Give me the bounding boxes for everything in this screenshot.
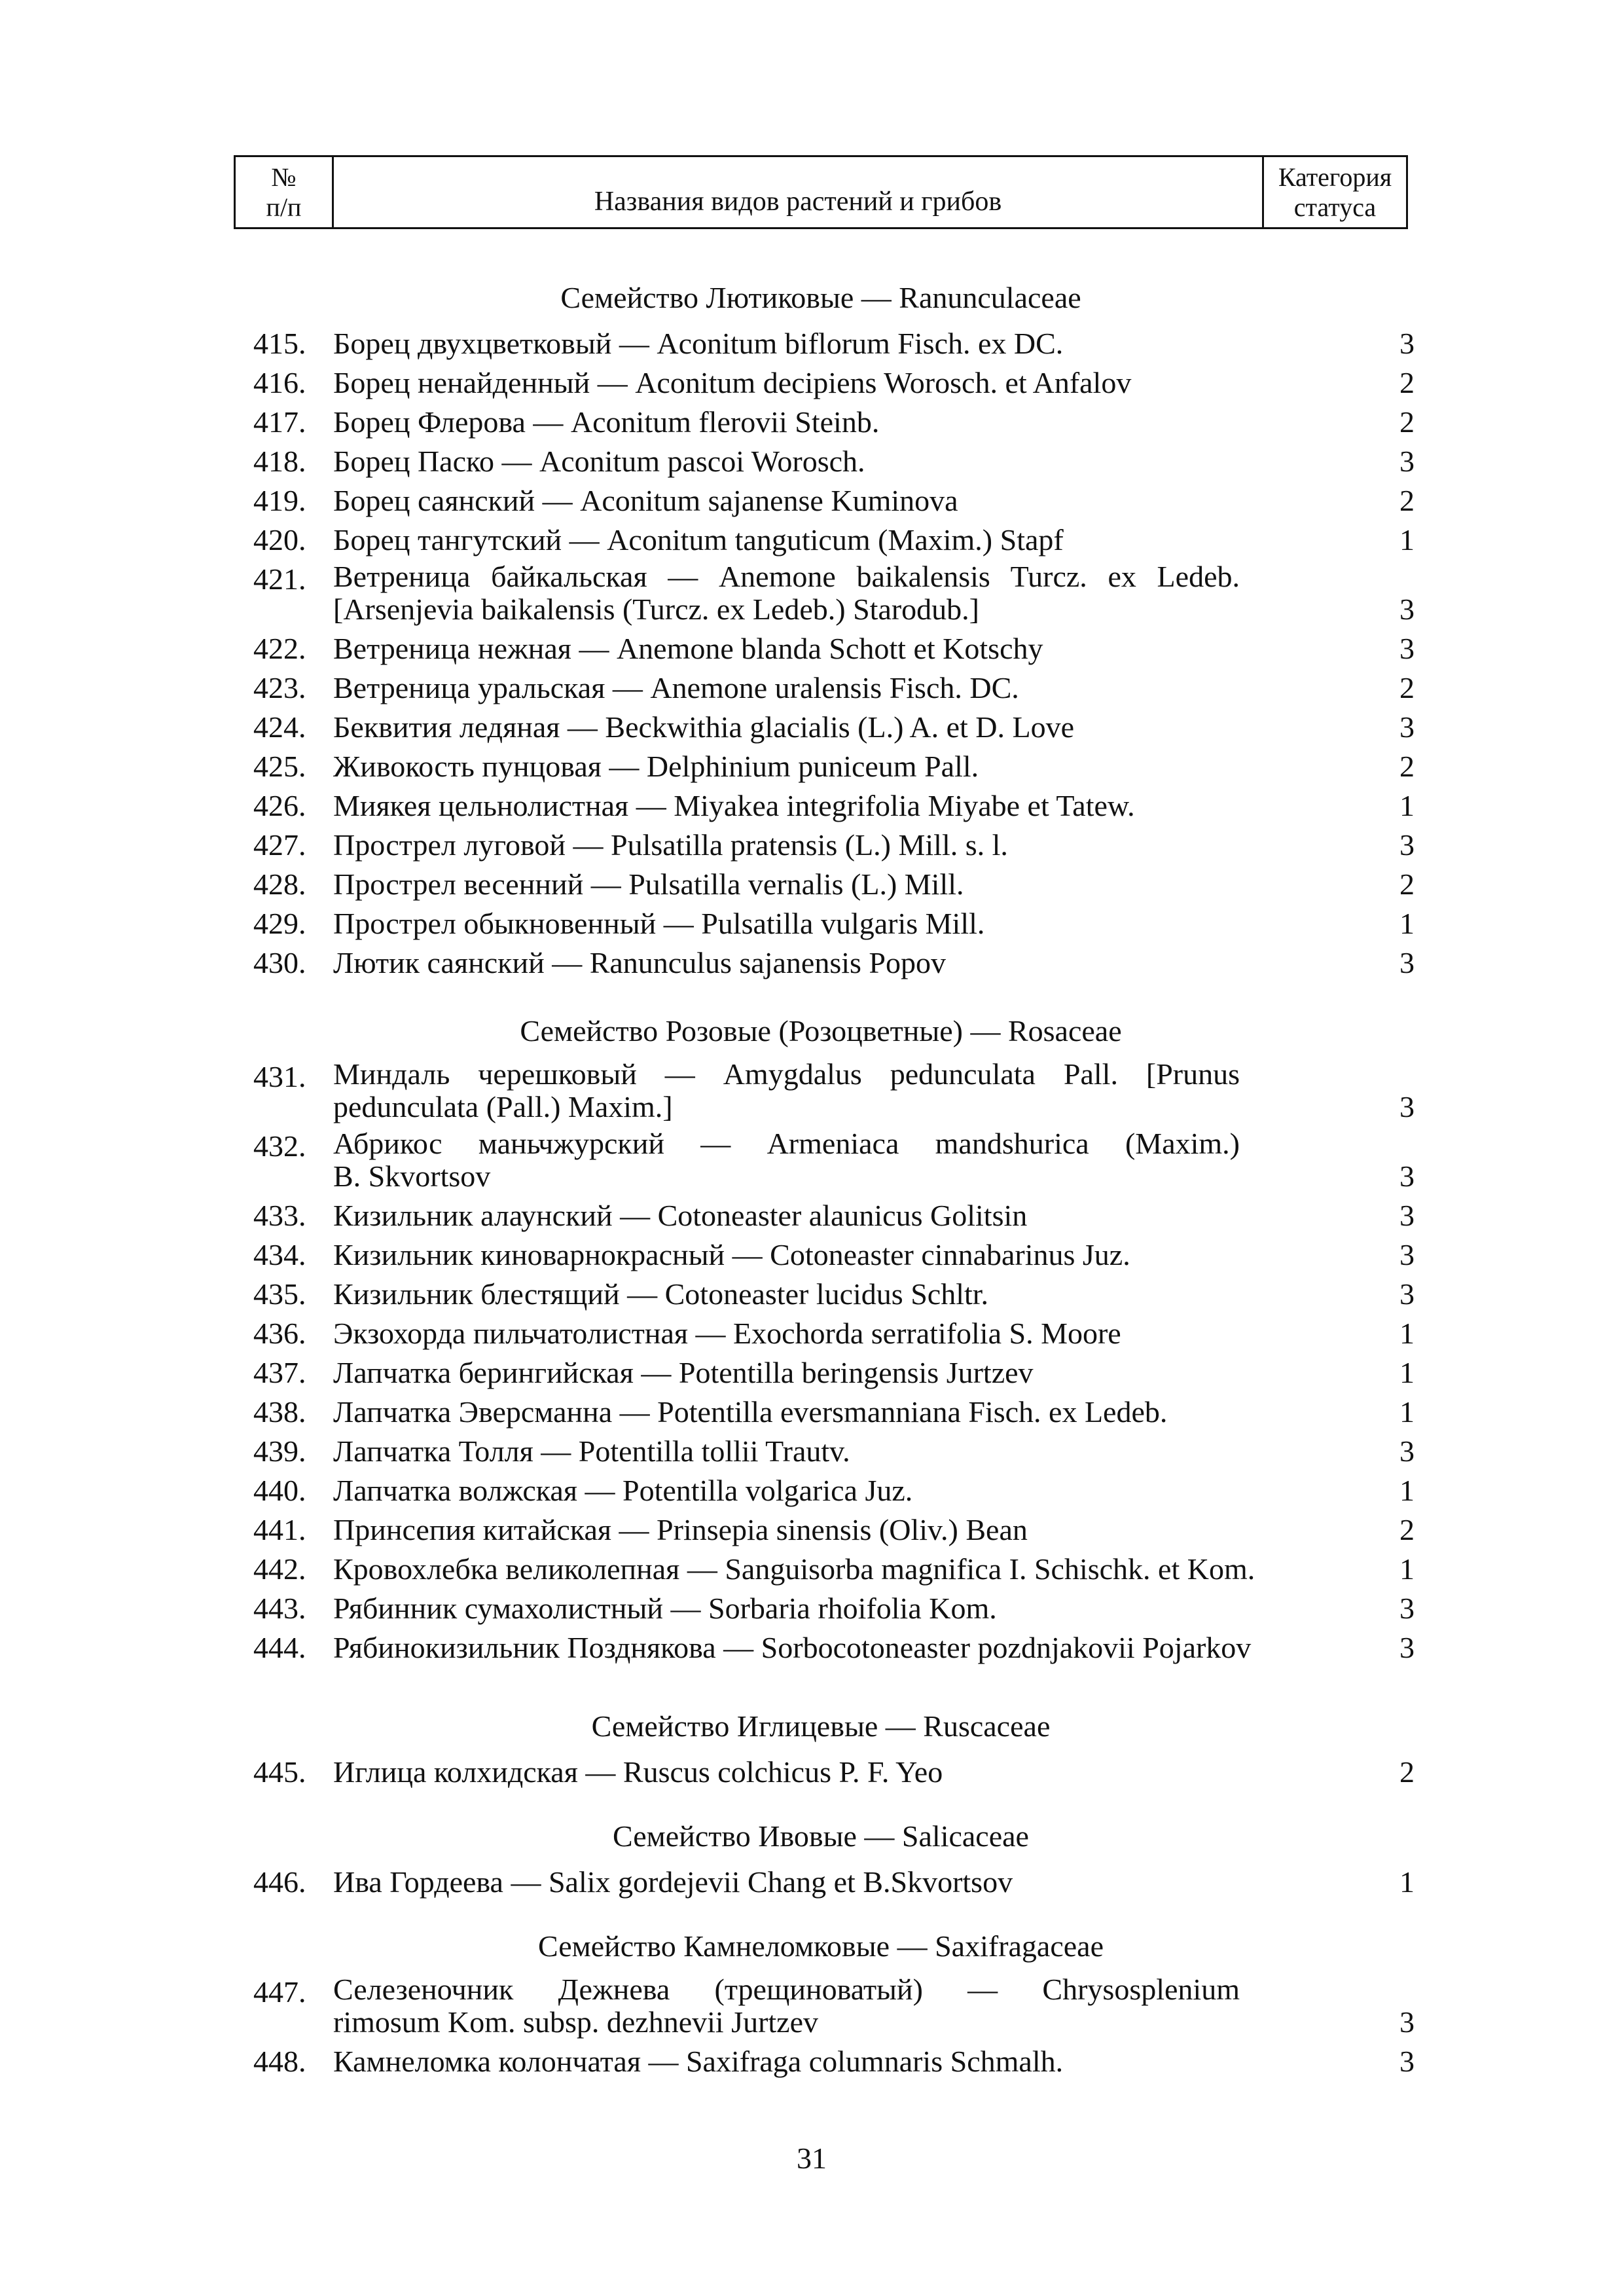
species-number: 430.	[253, 946, 306, 979]
species-name	[333, 1198, 1367, 1233]
species-name	[333, 365, 1367, 401]
status-category: 1	[1399, 1356, 1415, 1389]
species-name-line: Прострел весенний — Pulsatilla vernalis (L.) Mill.	[333, 867, 964, 901]
species-name-line: Борец тангутский — Aconitum tanguticum (Maxim.) Stapf	[333, 523, 1064, 556]
species-name-line: Лапчатка берингийская — Potentilla beringensis Jurtzev	[333, 1356, 1034, 1389]
species-name	[333, 788, 1367, 824]
species-number: 440.	[253, 1474, 306, 1507]
status-category: 3	[1399, 2005, 1415, 2039]
status-category: 3	[1399, 710, 1415, 744]
species-number: 429.	[253, 907, 306, 940]
species-name-line: Кизильник блестящий — Cotoneaster lucidus Schltr.	[333, 1277, 989, 1311]
table-header	[234, 155, 1408, 229]
species-name-line: Миякея цельнолистная — Miyakea integrifolia Miyabe et Tatew.	[333, 789, 1135, 822]
status-category: 3	[1399, 1434, 1415, 1468]
species-name	[333, 1316, 1367, 1351]
status-category: 1	[1399, 1552, 1415, 1586]
species-number: 420.	[253, 523, 306, 556]
status-category: 3	[1399, 1631, 1415, 1664]
species-name-line: Лапчатка волжская — Potentilla volgarica Juz.	[333, 1474, 913, 1507]
status-category: 3	[1399, 1277, 1415, 1311]
species-name	[333, 945, 1367, 981]
species-number: 421.	[253, 562, 306, 596]
status-category: 2	[1399, 750, 1415, 783]
header-names-label: Названия видов растений и грибов	[594, 186, 1002, 217]
status-category: 3	[1399, 327, 1415, 360]
status-category: 1	[1399, 1395, 1415, 1429]
species-name	[333, 1975, 1367, 2040]
status-category: 3	[1399, 1159, 1415, 1193]
species-name	[333, 1591, 1367, 1626]
species-name-line: Камнеломка колончатая — Saxifraga columnaris Schmalh.	[333, 2045, 1064, 2078]
species-name	[333, 483, 1367, 519]
species-name-line: Ветреница уральская — Anemone uralensis Fisch. DC.	[333, 671, 1019, 704]
species-number: 433.	[253, 1199, 306, 1232]
header-category-cell	[1262, 157, 1406, 227]
species-name	[333, 1552, 1367, 1587]
status-category: 2	[1399, 484, 1415, 517]
species-number: 432.	[253, 1129, 306, 1163]
species-name-line: Борец двухцветковый — Aconitum biflorum Fisch. ex DC.	[333, 327, 1064, 360]
species-name	[333, 828, 1367, 863]
species-name	[333, 1473, 1367, 1508]
species-name-line: Ива Гордеева — Salix gordejevii Chang et B.Skvortsov	[333, 1865, 1013, 1899]
species-name-line: Кизильник алаунский — Cotoneaster alaunicus Golitsin	[333, 1199, 1028, 1232]
species-name-line: Лапчатка Эверсманна — Potentilla eversmanniana Fisch. ex Ledeb.	[333, 1395, 1168, 1429]
species-name	[333, 1512, 1367, 1548]
species-number: 424.	[253, 710, 306, 744]
species-name	[333, 906, 1367, 941]
status-category: 2	[1399, 1755, 1415, 1789]
header-category-line1: Категория	[1278, 162, 1392, 192]
status-category: 1	[1399, 1865, 1415, 1899]
status-category: 2	[1399, 671, 1415, 704]
family-heading: Семейство Розовые (Розоцветные) — Rosaceae	[520, 1014, 1122, 1048]
species-name-line: Лютик саянский — Ranunculus sajanensis Popov	[333, 946, 946, 979]
status-category: 3	[1399, 946, 1415, 979]
species-number: 445.	[253, 1755, 306, 1789]
status-category: 3	[1399, 1199, 1415, 1232]
species-name	[333, 522, 1367, 558]
status-category: 3	[1399, 2045, 1415, 2078]
species-name-line: Рябинник сумахолистный — Sorbaria rhoifolia Kom.	[333, 1592, 997, 1625]
species-name	[333, 405, 1367, 440]
family-heading: Семейство Лютиковые — Ranunculaceae	[560, 281, 1081, 314]
species-number: 443.	[253, 1592, 306, 1625]
species-number: 444.	[253, 1631, 306, 1664]
species-name-line: Борец Флерова — Aconitum flerovii Steinb.	[333, 405, 880, 439]
species-name	[333, 1059, 1367, 1125]
status-category: 3	[1399, 1090, 1415, 1123]
species-name	[333, 1434, 1367, 1469]
status-category: 2	[1399, 405, 1415, 439]
species-name-line: Прострел обыкновенный — Pulsatilla vulgaris Mill.	[333, 907, 985, 940]
species-name-line: rimosum Kom. subsp. dezhnevii Jurtzev	[333, 2005, 819, 2039]
species-name	[333, 326, 1367, 361]
species-number: 439.	[253, 1434, 306, 1468]
species-number: 425.	[253, 750, 306, 783]
status-category: 1	[1399, 1317, 1415, 1350]
species-number: 426.	[253, 789, 306, 822]
species-number: 446.	[253, 1865, 306, 1899]
species-name-line: Борец ненайденный — Aconitum decipiens Worosch. et Anfalov	[333, 366, 1132, 399]
species-name-line: Экзохорда пильчатолистная — Exochorda serratifolia S. Moore	[333, 1317, 1121, 1350]
status-category: 3	[1399, 632, 1415, 665]
species-name	[333, 1129, 1367, 1194]
species-number: 437.	[253, 1356, 306, 1389]
status-category: 3	[1399, 592, 1415, 626]
species-name-line: Живокость пунцовая — Delphinium puniceum Pall.	[333, 750, 979, 783]
header-number-line1: №	[271, 162, 297, 192]
status-category: 3	[1399, 1592, 1415, 1625]
species-name-line: Принсепия китайская — Prinsepia sinensis (Oliv.) Bean	[333, 1513, 1028, 1546]
species-number: 415.	[253, 327, 306, 360]
status-category: 1	[1399, 1474, 1415, 1507]
species-name-line: pedunculata (Pall.) Maxim.]	[333, 1090, 673, 1123]
species-name-line: Кизильник киноварнокрасный — Cotoneaster cinnabarinus Juz.	[333, 1238, 1130, 1271]
species-number: 431.	[253, 1060, 306, 1093]
species-name	[333, 1630, 1367, 1666]
species-number: 438.	[253, 1395, 306, 1429]
status-category: 2	[1399, 867, 1415, 901]
species-number: 423.	[253, 671, 306, 704]
species-number: 447.	[253, 1975, 306, 2009]
species-name-line: Иглица колхидская — Ruscus colchicus P. F. Yeo	[333, 1755, 943, 1789]
species-name-line: Селезеночник Дежнева (трещиноватый) — Chrysosplenium	[333, 1973, 1240, 2006]
page-number: 31	[797, 2141, 827, 2175]
species-number: 436.	[253, 1317, 306, 1350]
species-name	[333, 562, 1367, 627]
species-name-line: Миндаль черешковый — Amygdalus pedunculata Pall. [Prunus	[333, 1057, 1240, 1091]
species-number: 434.	[253, 1238, 306, 1271]
species-name	[333, 1277, 1367, 1312]
species-name-line: B. Skvortsov	[333, 1159, 491, 1193]
species-name-line: Рябинокизильник Позднякова — Sorbocotoneaster pozdnjakovii Pojarkov	[333, 1631, 1252, 1664]
species-name-line: Ветреница нежная — Anemone blanda Schott et Kotschy	[333, 632, 1043, 665]
status-category: 1	[1399, 789, 1415, 822]
species-number: 422.	[253, 632, 306, 665]
status-category: 1	[1399, 523, 1415, 556]
species-name	[333, 1755, 1367, 1790]
species-name-line: Прострел луговой — Pulsatilla pratensis (L.) Mill. s. l.	[333, 828, 1008, 862]
species-name	[333, 670, 1367, 706]
status-category: 1	[1399, 907, 1415, 940]
species-name-line: Беквития ледяная — Beckwithia glacialis (L.) A. et D. Love	[333, 710, 1075, 744]
species-name-line: Кровохлебка великолепная — Sanguisorba magnifica I. Schischk. et Kom.	[333, 1552, 1255, 1586]
species-number: 419.	[253, 484, 306, 517]
header-category-line2: статуса	[1293, 192, 1377, 222]
status-category: 3	[1399, 828, 1415, 862]
status-category: 3	[1399, 445, 1415, 478]
species-number: 441.	[253, 1513, 306, 1546]
species-name	[333, 1355, 1367, 1391]
species-name-line: Борец саянский — Aconitum sajanense Kuminova	[333, 484, 958, 517]
species-name-line: Абрикос маньчжурский — Armeniaca mandshurica (Maxim.)	[333, 1127, 1240, 1160]
species-name	[333, 710, 1367, 745]
species-number: 435.	[253, 1277, 306, 1311]
status-category: 2	[1399, 366, 1415, 399]
species-name	[333, 1865, 1367, 1900]
species-name	[333, 867, 1367, 902]
species-name-line: [Arsenjevia baikalensis (Turcz. ex Ledeb.) Starodub.]	[333, 592, 980, 626]
species-number: 428.	[253, 867, 306, 901]
species-name	[333, 749, 1367, 784]
header-number-line2: п/п	[266, 192, 302, 222]
status-category: 3	[1399, 1238, 1415, 1271]
species-number: 418.	[253, 445, 306, 478]
family-heading: Семейство Иглицевые — Ruscaceae	[591, 1709, 1051, 1743]
species-name	[333, 631, 1367, 666]
species-name-line: Лапчатка Толля — Potentilla tollii Trautv.	[333, 1434, 850, 1468]
species-number: 427.	[253, 828, 306, 862]
header-names-cell	[334, 157, 1262, 227]
species-number: 448.	[253, 2045, 306, 2078]
species-name	[333, 1237, 1367, 1273]
species-name-line: Борец Паско — Aconitum pascoi Worosch.	[333, 445, 865, 478]
header-number-cell	[236, 157, 334, 227]
species-name	[333, 444, 1367, 479]
species-name-line: Ветреница байкальская — Anemone baikalensis Turcz. ex Ledeb.	[333, 560, 1240, 593]
species-name	[333, 2044, 1367, 2079]
species-number: 416.	[253, 366, 306, 399]
species-number: 442.	[253, 1552, 306, 1586]
family-heading: Семейство Ивовые — Salicaceae	[613, 1819, 1029, 1853]
family-heading: Семейство Камнеломковые — Saxifragaceae	[537, 1929, 1104, 1963]
status-category: 2	[1399, 1513, 1415, 1546]
species-number: 417.	[253, 405, 306, 439]
species-name	[333, 1394, 1367, 1430]
